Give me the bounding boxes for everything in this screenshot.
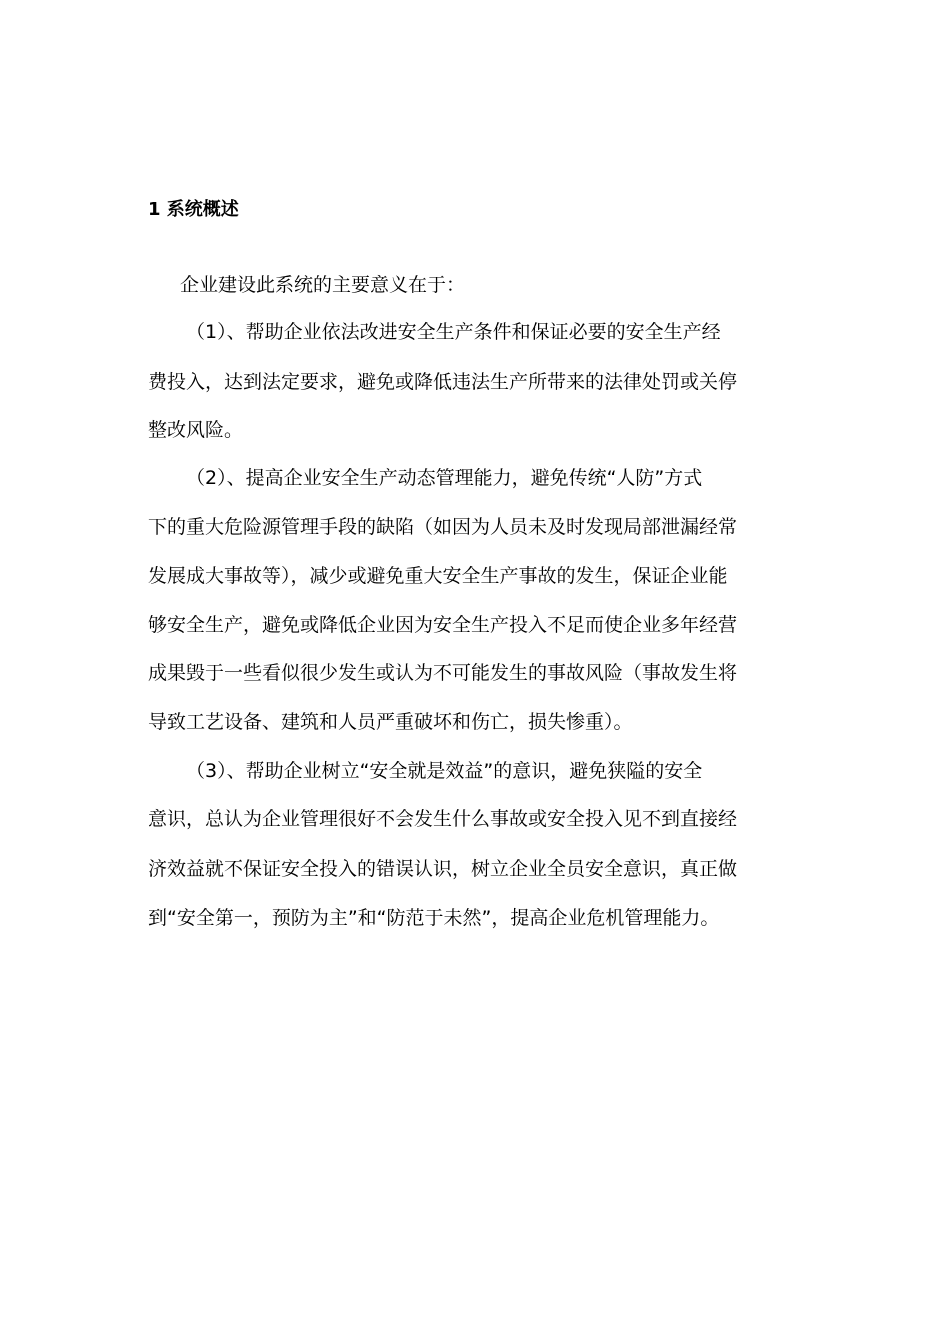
paragraph-2-line-6: 导致工艺设备、建筑和人员严重破坏和伤亡，损失惨重）。 (148, 711, 633, 733)
intro-paragraph: 企业建设此系统的主要意义在于： (180, 274, 466, 296)
paragraph-2-line-1: （2）、提高企业安全生产动态管理能力，避免传统“人防”方式 (186, 467, 703, 489)
section-heading: 1 系统概述 (148, 199, 239, 220)
paragraph-3-line-4: 到“安全第一，预防为主”和“防范于未然”，提高企业危机管理能力。 (148, 907, 720, 929)
paragraph-2-line-3: 发展成大事故等），减少或避免重大安全生产事故的发生，保证企业能 (148, 565, 728, 587)
paragraph-3-line-1: （3）、帮助企业树立“安全就是效益”的意识，避免狭隘的安全 (186, 760, 703, 782)
paragraph-1-line-2: 费投入，达到法定要求，避免或降低违法生产所带来的法律处罚或关停 (148, 371, 738, 393)
paragraph-3-line-2: 意识，总认为企业管理很好不会发生什么事故或安全投入见不到直接经 (148, 808, 738, 830)
paragraph-2-line-4: 够安全生产，避免或降低企业因为安全生产投入不足而使企业多年经营 (148, 614, 738, 636)
paragraph-2-line-5: 成果毁于一些看似很少发生或认为不可能发生的事故风险（事故发生将 (148, 662, 738, 684)
paragraph-2-line-2: 下的重大危险源管理手段的缺陷（如因为人员未及时发现局部泄漏经常 (148, 516, 738, 538)
paragraph-3-line-3: 济效益就不保证安全投入的错误认识，树立企业全员安全意识，真正做 (148, 858, 738, 880)
paragraph-1-line-3: 整改风险。 (148, 419, 244, 441)
paragraph-1-line-1: （1）、帮助企业依法改进安全生产条件和保证必要的安全生产经 (186, 321, 721, 343)
